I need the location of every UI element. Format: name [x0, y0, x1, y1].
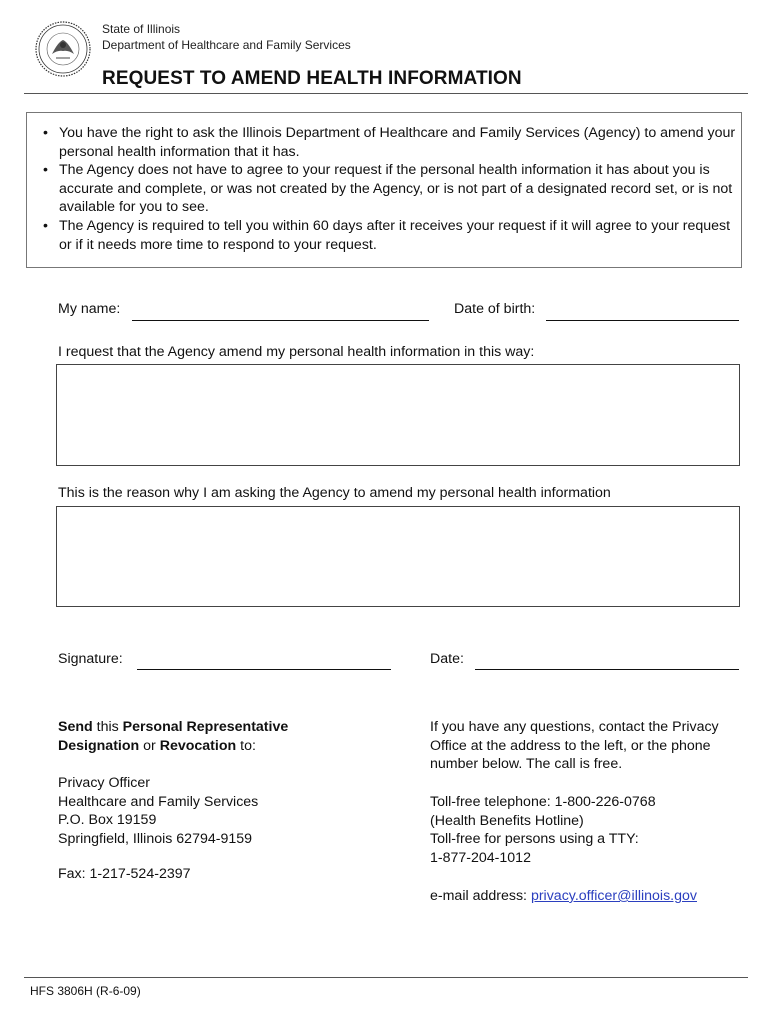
email-line: e-mail address: privacy.officer@illinois.gov: [430, 888, 697, 904]
reason-prompt: This is the reason why I am asking the Agency to amend my personal health information: [58, 485, 611, 501]
send-instructions: Send this Personal Representative Designation or Revocation to:: [58, 719, 289, 754]
email-link[interactable]: privacy.officer@illinois.gov: [530, 888, 697, 904]
footer-divider: [24, 977, 748, 978]
reason-textarea[interactable]: [56, 506, 740, 607]
form-number: HFS 3806H (R-6-09): [30, 984, 141, 998]
list-item: • You have the right to ask the Illinois Department of Healthcare and Family Services (Agency) to amend your personal health information that it has.: [43, 125, 736, 160]
department-name: Department of Healthcare and Family Services: [102, 38, 351, 52]
illinois-seal-logo: [34, 20, 92, 78]
signature-label: Signature:: [58, 651, 123, 667]
amend-prompt: I request that the Agency amend my personal health information in this way:: [58, 344, 535, 360]
signature-field[interactable]: [137, 650, 391, 670]
fax-number: Fax: 1-217-524-2397: [58, 866, 191, 882]
list-item: • The Agency does not have to agree to your request if the personal health information it has about you is accurate and complete, or was not created by the Agency, or is not part of a designated record set, or is not available for you to see.: [43, 162, 733, 215]
rights-info-box: [26, 112, 742, 268]
date-label: Date:: [430, 651, 464, 667]
header-divider: [24, 93, 748, 94]
list-item: • The Agency is required to tell you within 60 days after it receives your request if it will agree to your request or if it needs more time to respond to your request.: [43, 218, 731, 253]
questions-text: If you have any questions, contact the Privacy Office at the address to the left, or the phone number below. The call is free.: [430, 719, 719, 772]
amend-textarea[interactable]: [56, 364, 740, 466]
name-field[interactable]: [132, 300, 429, 321]
date-field[interactable]: [475, 650, 739, 670]
mailing-address: Privacy Officer Healthcare and Family Services P.O. Box 19159 Springfield, Illinois 62794-9159: [58, 775, 259, 847]
state-name: State of Illinois: [102, 22, 181, 36]
dob-label: Date of birth:: [454, 301, 536, 317]
phone-info: Toll-free telephone: 1-800-226-0768 (Health Benefits Hotline) Toll-free for persons using a TTY: 1-877-204-1012: [430, 794, 656, 866]
name-label: My name:: [58, 301, 121, 317]
dob-field[interactable]: [546, 300, 739, 321]
page-title: REQUEST TO AMEND HEALTH INFORMATION: [102, 68, 522, 89]
